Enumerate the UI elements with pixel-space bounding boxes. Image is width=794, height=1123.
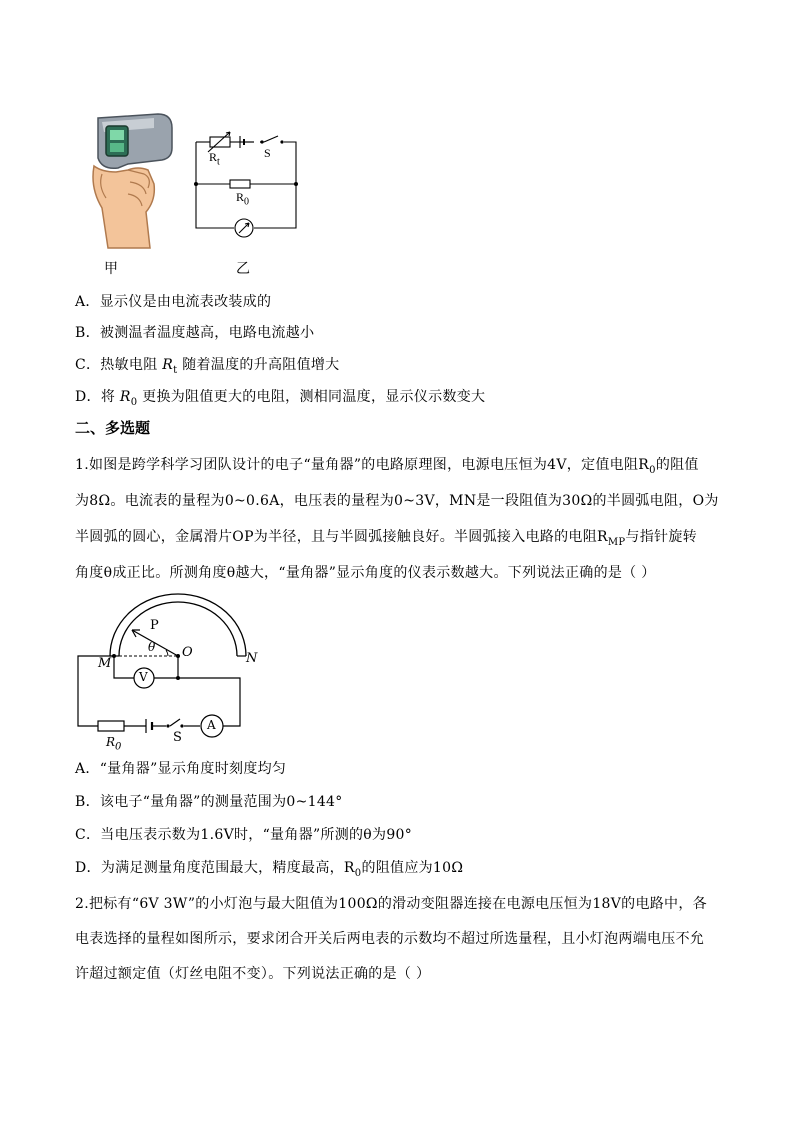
q2-line-3: 许超过额定值（灯丝电阻不变）。下列说法正确的是（ ）: [75, 966, 431, 982]
label-switch-s: S: [264, 146, 271, 160]
label-s-q1: S: [173, 730, 182, 745]
circuit-diagram-yi: [190, 128, 302, 238]
option-b-prev: B．被测温者温度越高，电路电流越小: [75, 325, 315, 341]
q1-option-b: B．该电子“量角器”的测量范围为0~144°: [75, 794, 343, 810]
label-o: O: [182, 645, 193, 660]
ammeter-label: A: [207, 718, 216, 732]
q2-line-2: 电表选择的量程如图所示，要求闭合开关后两电表的示数均不超过所选量程，且小灯泡两端电压不允: [75, 931, 705, 947]
q1-option-d: D．为满足测量角度范围最大，精度最高，$R_0$的阻值应为10Ω: [75, 860, 464, 879]
label-r0-q1: $R_0$: [106, 735, 122, 753]
section-title: 二、多选题: [75, 419, 151, 437]
label-n: N: [246, 651, 258, 666]
label-m: M: [98, 656, 112, 671]
option-a-prev: A．显示仪是由电流表改装成的: [75, 294, 272, 310]
q1-line-3: 半圆弧的圆心，金属滑片OP为半径，且与半圆弧接触良好。半圆弧接入电路的电阻$R_{MP}$与指针旋转: [75, 529, 697, 548]
figure-caption-yi: 乙: [236, 261, 250, 277]
q1-line-1: 1.如图是跨学科学习团队设计的电子“量角器”的电路原理图，电源电压恒为4V，定值电阻$R_0$的阻值: [75, 457, 699, 476]
voltmeter-label: V: [139, 670, 148, 684]
figure-caption-jia: 甲: [104, 261, 118, 277]
label-r0: $R_0$: [236, 190, 250, 208]
option-c-prev: C．热敏电阻 $R_t$ 随着温度的升高阻值增大: [75, 357, 340, 376]
q1-option-a: A．“量角器”显示角度时刻度均匀: [75, 761, 287, 777]
q1-line-2: 为8Ω。电流表的量程为0~0.6A，电压表的量程为0~3V，MN是一段阻值为30Ω的半圆弧电阻，O为: [75, 493, 719, 509]
label-theta: θ: [148, 640, 156, 654]
q2-line-1: 2.把标有“6V 3W”的小灯泡与最大阻值为100Ω的滑动变阻器连接在电源电压恒为18V的电路中，各: [75, 896, 707, 912]
label-rt: $R_t$: [209, 150, 220, 168]
q1-option-c: C．当电压表示数为1.6V时，“量角器”所测的θ为90°: [75, 827, 413, 843]
thermometer-illustration: [88, 108, 180, 256]
q1-line-4: 角度θ成正比。所测角度θ越大，“量角器”显示角度的仪表示数越大。下列说法正确的是（ ）: [75, 565, 656, 581]
option-d-prev: D．将 $R_0$ 更换为阻值更大的电阻，测相同温度，显示仪示数变大: [75, 389, 486, 408]
label-p: P: [150, 618, 159, 633]
